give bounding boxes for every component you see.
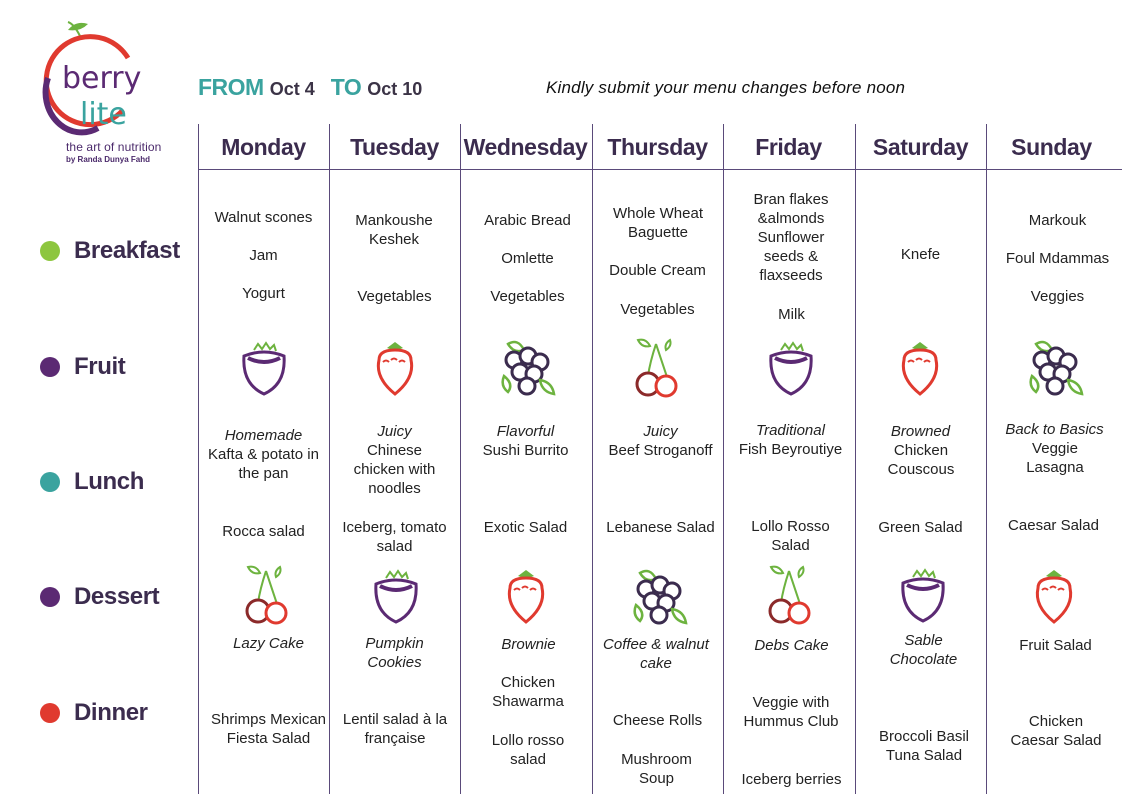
- day-header-monday: Monday: [221, 134, 306, 160]
- fruit-dot-icon: [40, 357, 60, 377]
- grid-line: [986, 124, 987, 794]
- meal-label: Dessert: [74, 583, 160, 610]
- from-label: FROM: [198, 74, 264, 100]
- breakfast-item: Veggies: [1030, 288, 1085, 305]
- day-header-thursday: Thursday: [607, 134, 708, 160]
- lunch-descriptor: Back to Basics: [1005, 421, 1104, 438]
- breakfast-item: Vegetables: [490, 288, 565, 305]
- raspberry-icon: [365, 338, 425, 400]
- dessert-item: Brownie: [501, 636, 556, 653]
- breakfast-item: Whole Wheat Baguette: [612, 205, 704, 241]
- breakfast-item: Jam: [249, 247, 278, 264]
- breakfast-item: Bran flakes &almonds Sunflower seeds & flaxseeds: [753, 191, 829, 284]
- to-label: TO: [330, 74, 362, 100]
- lunch-descriptor: Traditional: [756, 422, 825, 439]
- grapes-icon: [496, 336, 556, 398]
- meal-label: Lunch: [74, 468, 144, 495]
- breakfast-item: Milk: [778, 306, 805, 323]
- breakfast-item: Mankoushe Keshek: [355, 212, 433, 248]
- header-divider: [198, 169, 1122, 170]
- meal-label: Breakfast: [74, 237, 180, 264]
- lunch-salad: Lebanese Salad: [606, 519, 715, 536]
- raspberry-icon: [496, 566, 556, 628]
- lunch-main: Sushi Burrito: [482, 442, 569, 459]
- meal-dessert: [40, 583, 159, 611]
- dessert-item: Fruit Salad: [1019, 637, 1092, 654]
- dessert-item: Pumpkin Cookies: [365, 635, 424, 671]
- meal-fruit: [40, 353, 125, 381]
- to-date: Oct 10: [367, 79, 423, 99]
- breakfast-item: Markouk: [1028, 212, 1087, 229]
- lunch-main: Veggie Lasagna: [1026, 440, 1084, 476]
- dessert-item: Lazy Cake: [233, 635, 304, 652]
- lunch-salad: Lollo Rosso Salad: [751, 518, 830, 554]
- plum-icon: [761, 338, 821, 400]
- byline: by Randa Dunya Fahd: [66, 155, 151, 164]
- breakfast-item: Arabic Bread: [484, 212, 571, 229]
- raspberry-icon: [890, 338, 950, 400]
- dinner-item: Iceberg berries: [741, 771, 842, 788]
- grapes-icon: [628, 565, 688, 627]
- cherries-icon: [761, 563, 821, 625]
- dinner-item: Chicken Caesar Salad: [1010, 713, 1102, 749]
- dinner-item: Cheese Rolls: [612, 712, 703, 729]
- breakfast-item: Knefe: [900, 246, 941, 263]
- breakfast-item: Yogurt: [242, 285, 285, 302]
- dinner-item: Broccoli Basil Tuna Salad: [878, 728, 970, 764]
- meal-label: Dinner: [74, 699, 148, 726]
- dinner-item: Chicken Shawarma: [492, 674, 564, 710]
- dessert-item: Coffee & walnut cake: [603, 636, 709, 672]
- lunch-main: Chicken Couscous: [887, 442, 955, 478]
- raspberry-icon: [1024, 566, 1084, 628]
- tagline: the art of nutrition: [66, 140, 162, 154]
- lunch-main: Kafta & potato in the pan: [208, 446, 319, 482]
- logo-tagline: [66, 140, 161, 164]
- lunch-descriptor: Juicy: [377, 423, 412, 440]
- dinner-item: Veggie with Hummus Club: [743, 694, 839, 730]
- grid-line: [855, 124, 856, 794]
- meal-label: Fruit: [74, 353, 126, 380]
- meal-dinner: [40, 699, 148, 727]
- cherries-icon: [628, 336, 688, 398]
- meal-breakfast: [40, 237, 180, 265]
- lunch-descriptor: Homemade: [224, 427, 303, 444]
- lunch-descriptor: Juicy: [643, 423, 678, 440]
- submission-note: Kindly submit your menu changes before noon: [546, 78, 906, 97]
- plum-icon: [234, 338, 294, 400]
- dessert-dot-icon: [40, 587, 60, 607]
- dinner-item: Shrimps Mexican Fiesta Salad: [210, 711, 327, 747]
- lunch-main: Fish Beyroutiye: [738, 441, 843, 458]
- logo-text-lite: lite: [80, 97, 127, 132]
- plum-icon: [366, 566, 426, 628]
- dinner-item: Lollo rosso salad: [491, 732, 565, 768]
- breakfast-item: Foul Mdammas: [1005, 250, 1110, 267]
- breakfast-item: Walnut scones: [214, 209, 313, 226]
- lunch-salad: Rocca salad: [222, 523, 305, 540]
- lunch-descriptor: Browned: [890, 423, 951, 440]
- from-date: Oct 4: [269, 79, 315, 99]
- date-range: [198, 74, 432, 101]
- plum-icon: [893, 565, 953, 627]
- dinner-item: Lentil salad à la française: [342, 711, 448, 747]
- breakfast-item: Double Cream: [609, 262, 706, 279]
- lunch-salad: Caesar Salad: [1008, 517, 1099, 534]
- day-header-saturday: Saturday: [872, 134, 969, 160]
- lunch-salad: Iceberg, tomato salad: [342, 519, 447, 555]
- breakfast-item: Vegetables: [357, 288, 432, 305]
- logo-text-berry: berry: [62, 61, 142, 96]
- lunch-descriptor: Flavorful: [496, 423, 555, 440]
- grapes-icon: [1024, 336, 1084, 398]
- day-header-friday: Friday: [755, 134, 822, 160]
- dinner-item: Mushroom Soup: [621, 751, 692, 787]
- lunch-salad: Green Salad: [878, 519, 963, 536]
- cherries-icon: [238, 563, 298, 625]
- dessert-item: Debs Cake: [754, 637, 829, 654]
- breakfast-dot-icon: [40, 241, 60, 261]
- day-header-sunday: Sunday: [1011, 134, 1092, 160]
- meal-lunch: [40, 468, 144, 496]
- dinner-dot-icon: [40, 703, 60, 723]
- dessert-item: Sable Chocolate: [889, 632, 958, 668]
- lunch-salad: Exotic Salad: [483, 519, 568, 536]
- day-header-tuesday: Tuesday: [350, 134, 439, 160]
- day-header-wednesday: Wednesday: [463, 134, 588, 160]
- lunch-main: Chinese chicken with noodles: [353, 442, 436, 497]
- breakfast-item: Vegetables: [620, 301, 695, 318]
- lunch-main: Beef Stroganoff: [608, 442, 713, 459]
- breakfast-item: Omlette: [501, 250, 554, 267]
- lunch-dot-icon: [40, 472, 60, 492]
- grid-line: [329, 124, 330, 794]
